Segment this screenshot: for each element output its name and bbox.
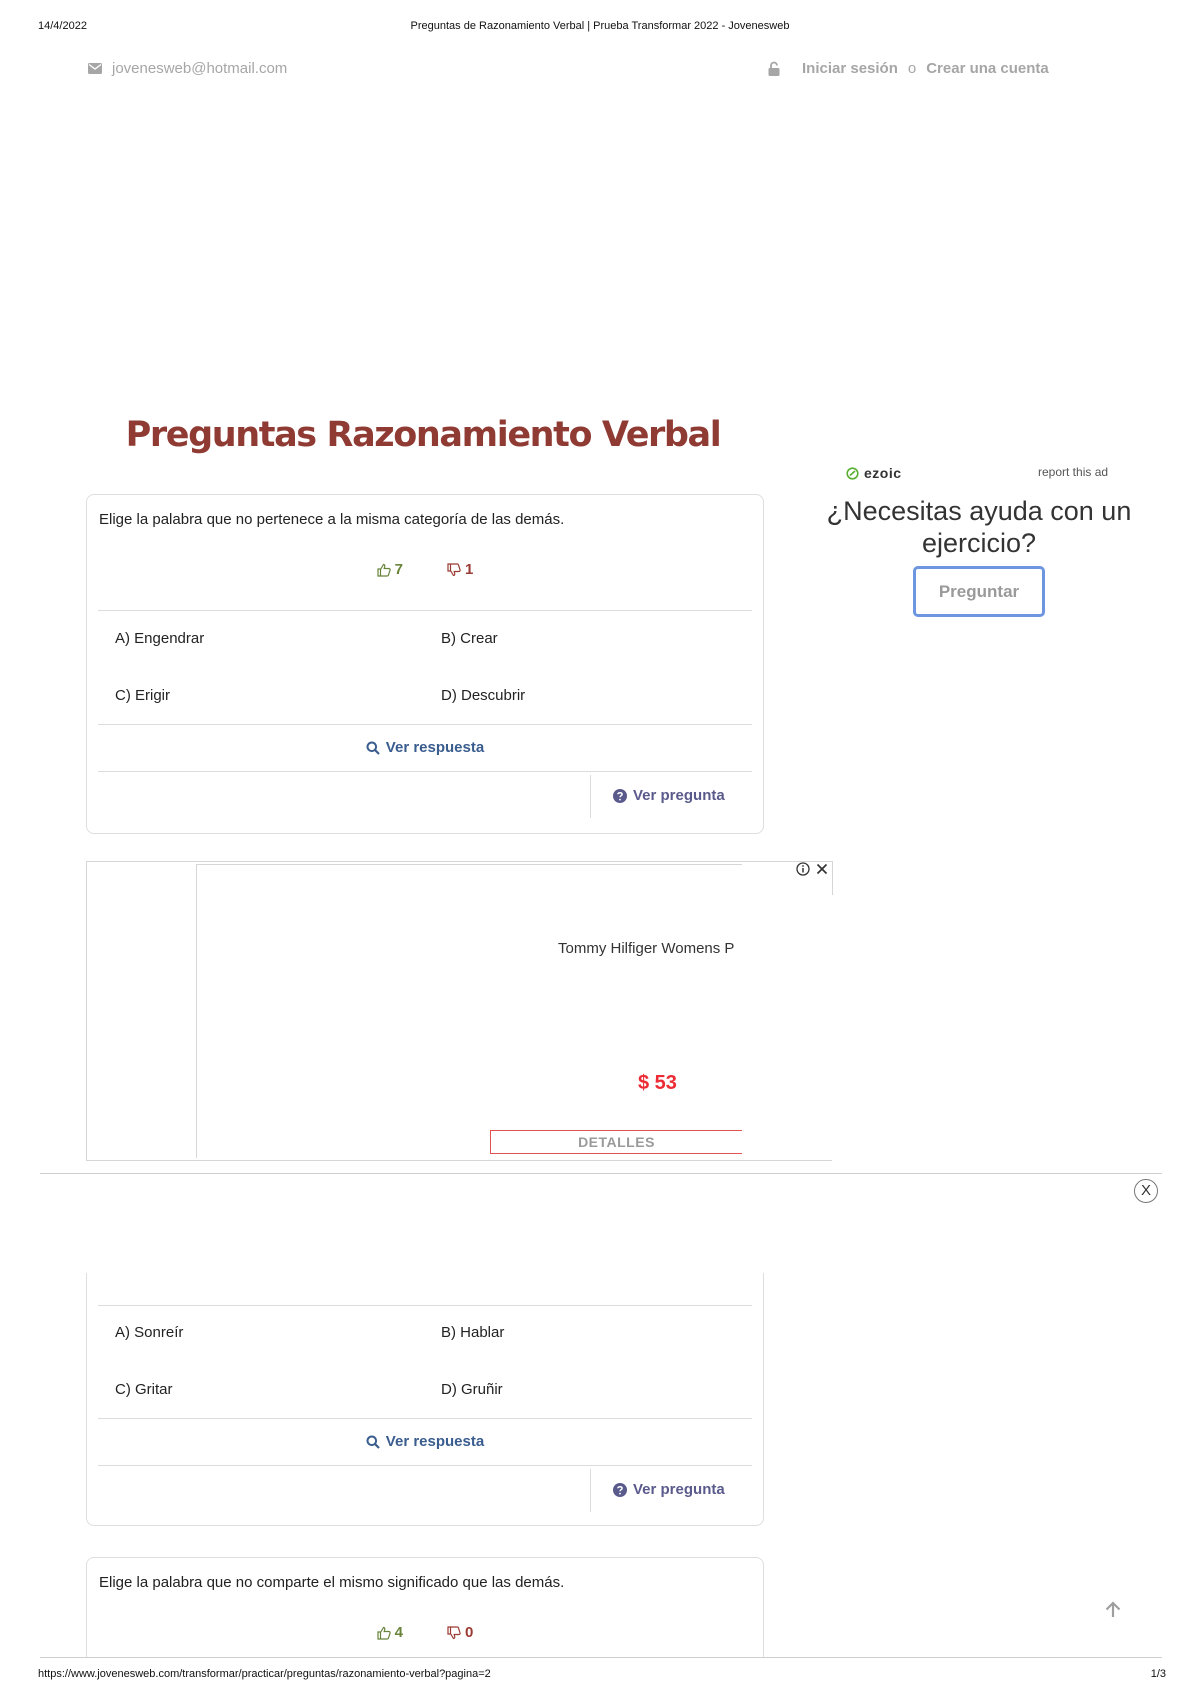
print-page-title: Preguntas de Razonamiento Verbal | Prueba Transformar 2022 - Jovenesweb bbox=[410, 20, 790, 32]
see-answer-label: Ver respuesta bbox=[385, 739, 485, 756]
info-icon[interactable] bbox=[796, 862, 810, 876]
ad-frame bbox=[196, 864, 742, 1158]
ezoic-logo[interactable] bbox=[846, 465, 902, 481]
ad-details-button[interactable]: DETALLES bbox=[490, 1130, 742, 1154]
ad-product-title[interactable]: Tommy Hilfiger Womens P bbox=[558, 940, 735, 957]
print-url: https://www.jovenesweb.com/transformar/practicar/preguntas/razonamiento-verbal?pagina=2 bbox=[38, 1668, 491, 1680]
divider bbox=[98, 1465, 752, 1466]
login-link[interactable]: Iniciar sesión bbox=[802, 60, 898, 77]
vote-bar bbox=[87, 1624, 763, 1641]
question-text: Elige la palabra que no pertenece a la misma categoría de las demás. bbox=[99, 511, 565, 528]
option-c[interactable]: C) Erigir bbox=[115, 687, 170, 704]
print-date: 14/4/2022 bbox=[38, 20, 87, 32]
search-icon bbox=[366, 1435, 380, 1449]
see-question-label: Ver pregunta bbox=[633, 1481, 725, 1498]
print-page-number: 1/3 bbox=[1150, 1668, 1166, 1680]
email-text: jovenesweb@hotmail.com bbox=[112, 60, 288, 77]
divider bbox=[98, 724, 752, 725]
dislike-count: 1 bbox=[465, 561, 474, 578]
question-card bbox=[86, 1557, 764, 1657]
divider bbox=[98, 1305, 752, 1306]
search-icon bbox=[366, 741, 380, 755]
see-question-button[interactable] bbox=[613, 787, 725, 804]
see-answer-button[interactable] bbox=[87, 739, 763, 756]
envelope-icon bbox=[88, 63, 102, 74]
ezoic-icon bbox=[846, 467, 859, 480]
help-heading: ¿Necesitas ayuda con un ejercicio? bbox=[826, 496, 1132, 558]
divider bbox=[98, 771, 752, 772]
ad-edge bbox=[832, 861, 833, 895]
report-ad-link[interactable]: report this ad bbox=[1038, 465, 1109, 479]
divider bbox=[590, 1469, 591, 1512]
unlock-icon bbox=[768, 61, 780, 76]
option-a[interactable]: A) Engendrar bbox=[115, 630, 205, 647]
question-text: Elige la palabra que no comparte el mismo significado que las demás. bbox=[99, 1574, 565, 1591]
page-title: Preguntas Razonamiento Verbal bbox=[125, 415, 721, 455]
option-b[interactable]: B) Crear bbox=[441, 630, 498, 647]
ad-controls bbox=[796, 862, 828, 876]
question-circle-icon bbox=[613, 789, 627, 803]
divider bbox=[98, 610, 752, 611]
dislike-button[interactable] bbox=[447, 1624, 473, 1641]
option-a[interactable]: A) Sonreír bbox=[115, 1324, 184, 1341]
sticky-ad-divider bbox=[40, 1173, 1162, 1174]
contact-email[interactable] bbox=[88, 60, 287, 77]
like-count: 4 bbox=[394, 1624, 403, 1641]
register-link[interactable]: Crear una cuenta bbox=[926, 60, 1049, 77]
divider bbox=[590, 775, 591, 818]
see-answer-label: Ver respuesta bbox=[385, 1433, 485, 1450]
see-answer-button[interactable] bbox=[87, 1433, 763, 1450]
like-button[interactable] bbox=[377, 561, 403, 578]
thumbs-down-icon bbox=[447, 563, 461, 577]
arrow-up-icon[interactable] bbox=[1103, 1600, 1123, 1620]
divider bbox=[98, 1418, 752, 1419]
option-d[interactable]: D) Descubrir bbox=[441, 687, 526, 704]
page-bottom-line bbox=[40, 1657, 1162, 1658]
question-card bbox=[86, 1273, 764, 1526]
option-d[interactable]: D) Gruñir bbox=[441, 1381, 503, 1398]
dislike-count: 0 bbox=[465, 1624, 474, 1641]
dislike-button[interactable] bbox=[447, 561, 473, 578]
question-circle-icon bbox=[613, 1483, 627, 1497]
ezoic-label: ezoic bbox=[864, 465, 902, 481]
close-icon[interactable] bbox=[816, 863, 828, 875]
thumbs-down-icon bbox=[447, 1626, 461, 1640]
see-question-button[interactable] bbox=[613, 1481, 725, 1498]
option-c[interactable]: C) Gritar bbox=[115, 1381, 173, 1398]
ad-price: $ 53 bbox=[638, 1072, 677, 1094]
thumbs-up-icon bbox=[377, 1626, 391, 1640]
like-button[interactable] bbox=[377, 1624, 403, 1641]
like-count: 7 bbox=[394, 561, 403, 578]
see-question-label: Ver pregunta bbox=[633, 787, 725, 804]
question-card bbox=[86, 494, 764, 834]
thumbs-up-icon bbox=[377, 563, 391, 577]
vote-bar bbox=[87, 561, 763, 578]
option-b[interactable]: B) Hablar bbox=[441, 1324, 505, 1341]
or-text: o bbox=[907, 60, 917, 77]
ask-question-button[interactable]: Preguntar bbox=[913, 566, 1045, 617]
account-links bbox=[768, 60, 1049, 77]
close-sticky-ad-button[interactable]: X bbox=[1134, 1179, 1158, 1203]
